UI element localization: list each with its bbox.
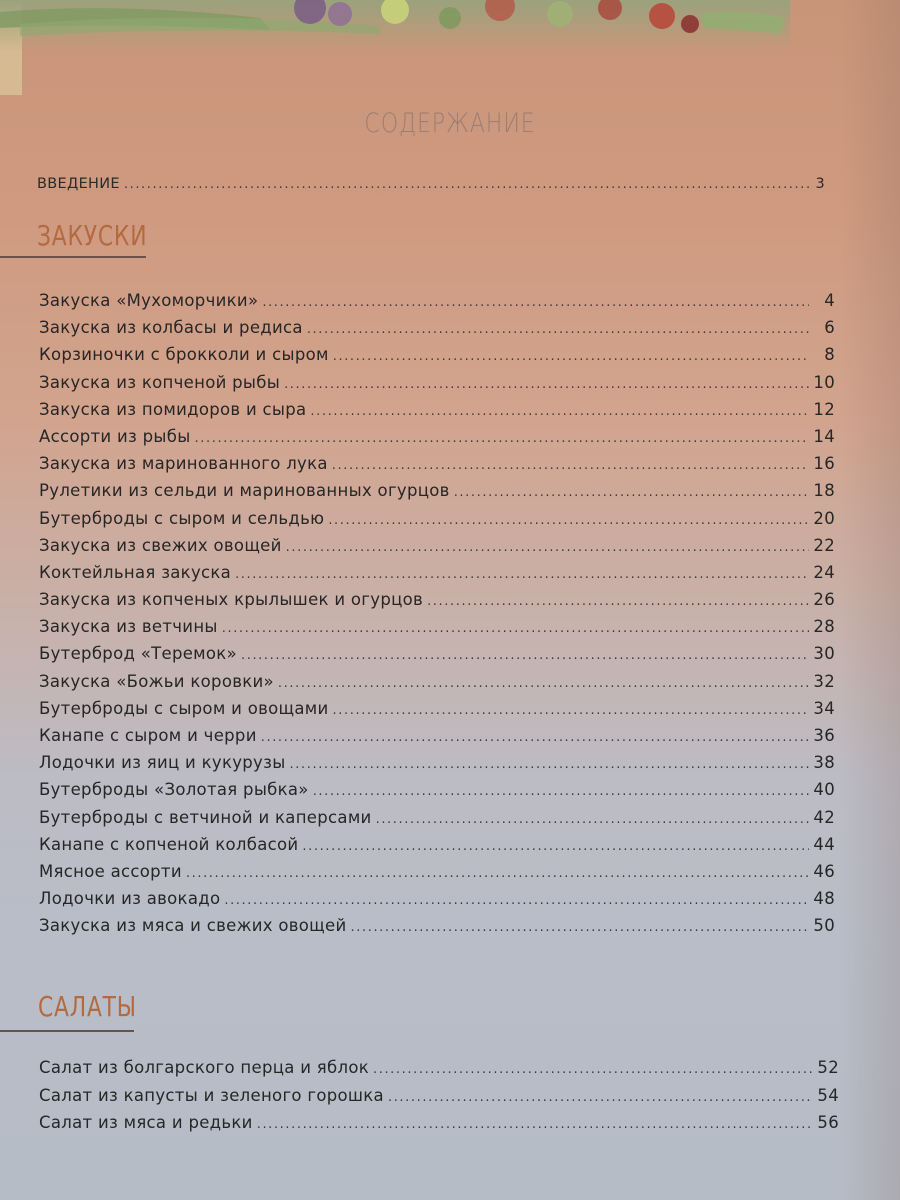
dot-leader [195,431,809,446]
section-heading-underline [0,1030,134,1032]
toc-entry-page: 6 [824,318,835,338]
toc-entry[interactable] [39,808,835,835]
vegetable-banner-illustration [0,0,790,52]
toc-entry-label: Закуска из маринованного лука [39,454,328,474]
toc-entry-page: 12 [813,399,835,419]
toc-entry[interactable] [39,373,835,400]
toc-entry[interactable] [39,617,835,644]
toc-entry[interactable] [39,862,835,889]
toc-entry-label: Бутерброды «Золотая рыбка» [39,780,309,800]
toc-entry-page: 50 [813,916,835,936]
toc-entry[interactable] [39,1086,839,1114]
toc-entry-label: Закуска из свежих овощей [39,535,282,555]
page-edge-shadow [840,0,900,1200]
toc-entry-page: 8 [824,345,835,365]
dot-leader [313,784,809,799]
toc-entry-label: Канапе с сыром и черри [39,726,257,745]
dot-leader [333,703,809,718]
toc-list-zakuski [39,291,835,944]
toc-entry-label: Салат из болгарского перца и яблок [39,1058,369,1077]
toc-entry-page: 52 [817,1058,839,1077]
toc-entry-page: 34 [813,698,835,718]
dot-leader [235,567,809,582]
toc-entry[interactable] [39,699,835,726]
toc-entry-label: Ассорти из рыбы [39,426,191,446]
dot-leader [186,866,809,881]
toc-entry-page: 44 [813,834,835,854]
dot-leader [373,1062,813,1077]
dot-leader [328,513,809,528]
toc-entry-label: Закуска из копченых крылышек и огурцов [39,590,424,610]
toc-entry-page: 32 [813,671,835,691]
toc-entry[interactable] [39,536,835,563]
dot-leader [307,322,809,337]
toc-entry[interactable] [39,726,835,753]
toc-entry-label: Канапе с копченой колбасой [39,834,299,854]
toc-entry[interactable] [39,291,835,318]
toc-list-salaty [39,1058,839,1141]
toc-entry-page: 16 [813,454,835,474]
toc-entry-page: 46 [813,861,835,881]
toc-entry[interactable] [39,889,835,916]
toc-entry-label: Рулетики из сельди и маринованных огурцов [39,481,450,501]
dot-leader [333,349,809,364]
toc-entry[interactable] [39,835,835,862]
toc-entry[interactable] [39,509,835,536]
toc-entry-label: Корзиночки с брокколи и сыром [39,345,329,365]
toc-entry[interactable] [39,345,835,372]
toc-entry-label: Закуска из ветчины [39,617,218,637]
toc-entry-label: Салат из капусты и зеленого горошка [39,1085,384,1105]
section-heading-underline [0,256,146,258]
toc-entry-page: 38 [813,753,835,773]
toc-entry[interactable] [39,400,835,427]
dot-leader [278,676,809,691]
dot-leader [427,594,809,609]
dot-leader [351,920,809,935]
dot-leader [310,404,809,419]
dot-leader [332,458,809,473]
toc-entry-label: Закуска из помидоров и сыра [39,399,307,419]
toc-intro-row[interactable] [37,176,825,198]
toc-entry-page: 28 [813,617,835,637]
toc-entry-label: Лодочки из авокадо [39,889,221,909]
toc-entry[interactable] [39,644,835,671]
toc-entry-label: Салат из мяса и редьки [39,1113,253,1132]
toc-entry-page: 56 [817,1113,839,1132]
toc-entry[interactable] [39,1058,839,1086]
toc-entry-label: Закуска из копченой рыбы [39,372,281,392]
toc-entry-label: Бутерброд «Теремок» [39,644,237,664]
toc-entry-page: 48 [813,889,835,909]
toc-entry-page: 40 [813,780,835,800]
toc-entry-page: 22 [813,535,835,555]
toc-entry-page: 54 [817,1085,839,1105]
toc-entry[interactable] [39,563,835,590]
dot-leader [454,485,809,500]
toc-entry-label: Коктейльная закуска [39,562,232,582]
dot-leader [290,757,809,772]
toc-entry-label: Бутерброды с ветчиной и каперсами [39,807,372,827]
toc-entry[interactable] [39,780,835,807]
dot-leader [241,648,809,663]
toc-entry-page: 4 [824,291,835,310]
dot-leader [284,377,809,392]
toc-entry-label: Бутерброды с сыром и овощами [39,698,329,718]
toc-intro-label: ВВЕДЕНИЕ [37,176,120,192]
toc-entry[interactable] [39,672,835,699]
toc-intro-page: 3 [815,176,825,192]
dot-leader [257,1117,813,1132]
toc-entry[interactable] [39,427,835,454]
dot-leader [302,839,809,854]
toc-entry[interactable] [39,481,835,508]
toc-entry-page: 36 [813,726,835,745]
toc-entry-page: 20 [813,508,835,528]
toc-entry-label: Лодочки из яиц и кукурузы [39,753,286,773]
toc-entry[interactable] [39,454,835,481]
toc-entry-label: Мясное ассорти [39,861,182,881]
section-heading-salaty: САЛАТЫ [38,990,137,1023]
toc-entry[interactable] [39,590,835,617]
page-title: СОДЕРЖАНИЕ [364,108,536,139]
toc-entry-page: 14 [813,426,835,446]
toc-entry-label: Закуска «Мухоморчики» [39,291,259,310]
dot-leader [124,177,812,192]
dot-leader [388,1090,813,1105]
toc-entry-page: 26 [813,590,835,610]
dot-leader [261,730,809,745]
toc-entry[interactable] [39,318,835,345]
dot-leader [222,621,809,636]
toc-entry[interactable] [39,1113,839,1141]
toc-entry[interactable] [39,916,835,943]
toc-entry-page: 30 [813,644,835,664]
dot-leader [376,812,809,827]
toc-entry-label: Закуска из колбасы и редиса [39,318,303,338]
dot-leader [262,295,809,310]
toc-entry-label: Закуска «Божьи коровки» [39,671,274,691]
toc-entry-page: 18 [813,481,835,501]
toc-entry-page: 10 [813,372,835,392]
dot-leader [224,893,809,908]
toc-entry-label: Бутерброды с сыром и сельдью [39,508,325,528]
toc-entry[interactable] [39,753,835,780]
toc-entry-page: 42 [813,807,835,827]
toc-entry-label: Закуска из мяса и свежих овощей [39,916,347,936]
section-heading-zakuski: ЗАКУСКИ [37,219,148,252]
dot-leader [286,540,809,555]
toc-entry-page: 24 [813,562,835,582]
